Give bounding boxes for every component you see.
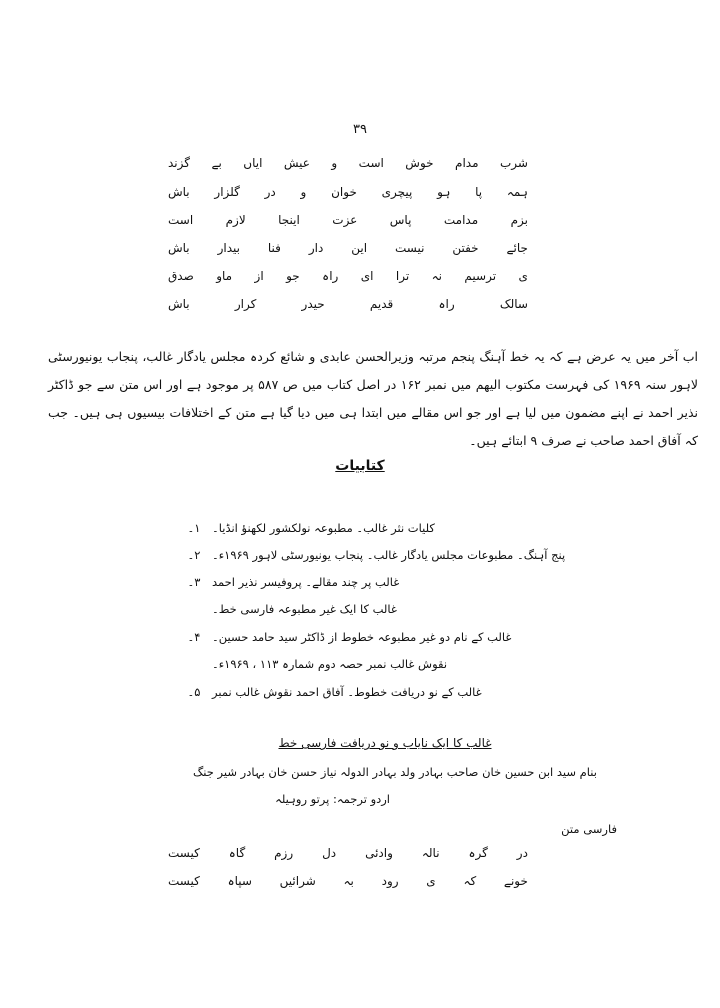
verse-word: جو	[286, 269, 300, 283]
reference-item	[176, 654, 596, 674]
reference-number: ۵۔	[187, 685, 201, 699]
reference-number: ۴۔	[187, 630, 201, 644]
verse-word: نیست	[394, 241, 425, 255]
verse-word: بیدار	[217, 241, 240, 255]
verse-word: جائے	[506, 241, 528, 255]
verse-word: خوش	[405, 156, 434, 170]
verse-word: مدام	[455, 156, 479, 170]
verse-word: مدامت	[443, 213, 479, 227]
body-paragraph: اب آخر میں یہ عرض ہے کہ یہ خط آہنگ پنجم مرتبہ وزیرالحسن عابدی و شائع کردہ مجلس یادگار غالب، پنجاب یونیورسٹی لاہور سنہ ۱۹۶۹ کی فہرست مکتوب الیھم میں نمبر ۱۶۲ در اصل کتاب میں ص ۵۸۷ پر موجود ہے اور اس متن سے جو ڈاکٹر نذیر احمد نے اپنے مضمون میں لیا ہے اور جو اس مقالے میں ابتدا ہی میں دیا گیا ہے متن کے اختلافات بیسیوں ہی ہیں۔ جب کہ آفاق احمد صاحب نے صرف ۹ ابتائے ہیں۔	[48, 349, 699, 448]
verse-word: خونے	[503, 874, 528, 888]
verse-word: از	[254, 269, 264, 283]
persian-verse-line	[168, 870, 528, 892]
verse-word: بزم	[510, 213, 528, 227]
verse-word: ماو	[216, 269, 233, 283]
reference-text: غالب پر چند مقالے۔ پروفیسر نذیر احمد	[212, 575, 400, 589]
verse-line	[168, 265, 528, 287]
verse-word: ی	[426, 874, 436, 888]
verse-word: کیست	[168, 874, 200, 888]
verse-word: عیش	[283, 156, 310, 170]
verse-word: صدق	[168, 269, 194, 283]
verse-word: دل	[322, 846, 337, 860]
verse-word: باش	[168, 241, 190, 255]
verse-word: عزت	[332, 213, 358, 227]
verse-word: گزند	[168, 156, 190, 170]
verse-word: کرار	[234, 297, 257, 311]
reference-number: ۲۔	[187, 548, 201, 562]
verse-word: در	[516, 846, 528, 860]
reference-number: ۱۔	[187, 521, 201, 535]
verse-word: گرہ	[468, 846, 488, 860]
verse-word: باش	[168, 185, 190, 199]
reference-item	[176, 627, 596, 647]
verse-word: وادئی	[365, 846, 393, 860]
verse-word: رود	[381, 874, 399, 888]
verse-word: است	[358, 156, 384, 170]
verse-word: شرائیں	[279, 874, 316, 888]
verse-line	[168, 152, 528, 174]
verse-word: ایاں	[243, 156, 263, 170]
verse-word: گلزار	[214, 185, 240, 199]
verse-word: بہ	[343, 874, 354, 888]
verse-word: خفتن	[452, 241, 479, 255]
verse-word: این	[351, 241, 368, 255]
section-heading: کتابیات	[335, 458, 385, 474]
verse-word: گاہ	[228, 846, 246, 860]
verse-word: راہ	[438, 297, 455, 311]
verse-word: خوان	[331, 185, 357, 199]
reference-text: غالب کے نو دریافت خطوط۔ آفاق احمد نقوش غالب نمبر	[212, 685, 482, 699]
verse-word: فنا	[267, 241, 281, 255]
verse-line	[168, 181, 528, 203]
verse-word: پیچری	[381, 185, 413, 199]
persian-verse-line	[168, 842, 528, 864]
reference-item	[176, 682, 596, 702]
verse-word: است	[168, 213, 194, 227]
verse-word: قدیم	[369, 297, 394, 311]
verse-line	[168, 209, 528, 231]
verse-word: راہ	[322, 269, 339, 283]
reference-text: غالب کے نام دو غیر مطبوعہ خطوط از ڈاکٹر سید حامد حسین۔	[212, 630, 512, 644]
verse-word: بے	[211, 156, 222, 170]
verse-word: باش	[168, 297, 190, 311]
verse-word: ترسیم	[464, 269, 497, 283]
verse-word: شرب	[499, 156, 528, 170]
verse-word: کیست	[168, 846, 200, 860]
verse-word: ی	[518, 269, 528, 283]
verse-word: در	[264, 185, 276, 199]
verse-word: حیدر	[301, 297, 325, 311]
verse-word: و	[300, 185, 307, 199]
reference-item	[176, 518, 596, 538]
verse-word: دار	[308, 241, 324, 255]
reference-text: غالب کا ایک غیر مطبوعہ فارسی خط۔	[212, 602, 397, 616]
persian-text-label: فارسی متن	[561, 822, 617, 836]
verse-word: نہ	[431, 269, 442, 283]
page-number: ۳۹	[353, 122, 367, 137]
verse-word: پاس	[389, 213, 412, 227]
verse-word: کہ	[463, 874, 477, 888]
verse-word: ای	[360, 269, 374, 283]
reference-item	[176, 599, 596, 619]
verse-word: ہمہ	[506, 185, 528, 199]
reference-number: ۳۔	[187, 575, 201, 589]
verse-word: و	[331, 156, 338, 170]
verse-line	[168, 237, 528, 259]
verse-word: اینجا	[278, 213, 300, 227]
reference-text: پنج آہنگ۔ مطبوعات مجلس یادگار غالب۔ پنجاب یونیورسٹی لاہور ۱۹۶۹ء۔	[212, 548, 566, 562]
reference-text: کلیات نثر غالب۔ مطبوعہ نولکشور لکھنؤ انڈیا۔	[212, 521, 435, 535]
verse-word: سالک	[499, 297, 528, 311]
verse-word: سپاہ	[227, 874, 252, 888]
verse-word: لازم	[225, 213, 246, 227]
verse-word: پا	[475, 185, 483, 199]
verse-word: ہو	[437, 185, 451, 199]
verse-word: نالہ	[421, 846, 440, 860]
translator-credit: اردو ترجمہ: پرتو روہیلہ	[275, 792, 390, 806]
verse-word: ترا	[395, 269, 410, 283]
verse-word: رزم	[274, 846, 294, 860]
reference-item	[176, 545, 596, 565]
verse-line	[168, 293, 528, 315]
letter-addressee: بنام سید ابن حسین خان صاحب بہادر ولد بہادر الدولہ نیاز حسن خان بہادر شیر جنگ	[193, 765, 597, 779]
letter-title: غالب کا ایک نایاب و نو دریافت فارسی خط	[278, 736, 492, 750]
reference-item	[176, 572, 596, 592]
reference-text: نقوش غالب نمبر حصہ دوم شمارہ ۱۱۳ ، ۱۹۶۹ء۔	[212, 657, 448, 671]
